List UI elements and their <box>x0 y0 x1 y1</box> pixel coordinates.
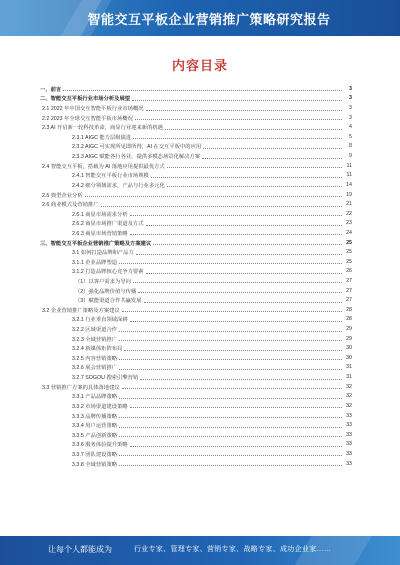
toc-entry-title: 3.3.2 市场渠道建设策略 <box>72 403 128 410</box>
toc-entry-title: 2.3 AI 开启新一轮科技革命，商显行业迎来新的机遇 <box>42 125 163 132</box>
toc-entry-title: 2.4.1 智能交互平板行业市场规模 <box>72 173 149 180</box>
toc-dot-leader <box>167 167 342 168</box>
toc-page-number: 25 <box>346 258 352 265</box>
toc-entry[interactable] <box>40 401 352 411</box>
toc-page-number: 33 <box>346 431 352 438</box>
toc-entry-title: 3.1.1 企业品牌塑造 <box>72 259 118 266</box>
toc-dot-leader <box>85 196 342 197</box>
toc-entry-title: 3.2.4 新媒体矩阵布局 <box>72 346 123 353</box>
toc-dot-leader <box>130 234 342 235</box>
toc-page-number: 5 <box>349 133 352 140</box>
toc-dot-leader <box>122 311 342 312</box>
toc-page-number: 31 <box>346 374 352 381</box>
toc-entry[interactable] <box>40 247 352 257</box>
toc-entry[interactable] <box>40 238 352 248</box>
toc-entry[interactable] <box>40 103 352 113</box>
toc-page-number: 33 <box>346 450 352 457</box>
toc-entry-title: 2.6.1 商显市场需求分析 <box>72 211 128 218</box>
toc-dot-leader <box>119 263 342 264</box>
toc-entry[interactable] <box>40 334 352 344</box>
toc-page-number: 25 <box>346 249 352 256</box>
toc-dot-leader <box>63 90 342 91</box>
toc-entry[interactable] <box>40 113 352 123</box>
toc-dot-leader <box>130 215 342 216</box>
toc-page-number: 23 <box>346 220 352 227</box>
toc-dot-leader <box>119 427 342 428</box>
toc-entry[interactable] <box>40 315 352 325</box>
toc-entry[interactable] <box>40 459 352 469</box>
toc-dot-leader <box>167 186 342 187</box>
toc-dot-leader <box>133 282 342 283</box>
toc-entry[interactable] <box>40 449 352 459</box>
toc-page-number: 11 <box>346 172 352 179</box>
footer-slogan: 让每个人都能成为 <box>48 545 112 554</box>
toc-dot-leader <box>138 292 342 293</box>
toc-page-number: 3 <box>349 85 352 92</box>
toc-dot-leader <box>119 455 342 456</box>
toc-dot-leader <box>119 398 342 399</box>
toc-entry[interactable] <box>40 228 352 238</box>
toc-entry-title: 三、智能交互平板企业营销推广策略及方案建议 <box>40 240 152 247</box>
toc-page-number: 30 <box>346 354 352 361</box>
toc-dot-leader <box>119 465 342 466</box>
toc-entry[interactable] <box>40 440 352 450</box>
toc-page-number: 32 <box>346 383 352 390</box>
toc-page-number: 32 <box>346 393 352 400</box>
toc-page-number: 29 <box>346 335 352 342</box>
toc-entry-title: （2）强化品牌价值与传播 <box>75 288 137 295</box>
footer-banner <box>0 536 400 565</box>
toc-entry-title: 2.3.1 AIGC 能力层级演进 <box>72 134 132 141</box>
toc-entry-title: 3.3.1 产品品牌策略 <box>72 394 118 401</box>
toc-entry[interactable] <box>40 392 352 402</box>
toc-entry-title: 3.3.7 团队建设策略 <box>72 451 118 458</box>
toc-page-number: 21 <box>346 201 352 208</box>
toc-dot-leader <box>130 321 342 322</box>
toc-dot-leader <box>144 302 342 303</box>
toc-entry[interactable] <box>40 267 352 277</box>
toc-dot-leader <box>135 119 342 120</box>
toc-entry[interactable] <box>40 151 352 161</box>
toc-dot-leader <box>124 350 342 351</box>
toc-dot-leader <box>119 340 342 341</box>
toc-page-number: 26 <box>346 268 352 275</box>
report-header-banner <box>0 0 400 36</box>
toc-entry[interactable] <box>40 142 352 152</box>
toc-dot-leader <box>151 177 342 178</box>
toc-entry[interactable] <box>40 170 352 180</box>
toc-dot-leader <box>119 359 342 360</box>
toc-entry[interactable] <box>40 295 352 305</box>
table-of-contents <box>40 84 352 468</box>
toc-entry-title: 3.1 如何打造品牌和产品力 <box>72 250 134 257</box>
toc-dot-leader <box>132 100 342 101</box>
toc-page-number: 24 <box>346 229 352 236</box>
toc-entry-title: 3.3.8 全域营销策略 <box>72 461 118 468</box>
toc-entry-title: 3.2.5 内容营销策略 <box>72 355 118 362</box>
toc-dot-leader <box>130 446 342 447</box>
toc-entry[interactable] <box>40 276 352 286</box>
toc-page-number: 8 <box>349 143 352 150</box>
toc-page-number: 11 <box>346 162 352 169</box>
toc-entry[interactable] <box>40 372 352 382</box>
toc-entry[interactable] <box>40 190 352 200</box>
toc-entry-title: 2.6.3 商显市场营销策略 <box>72 230 128 237</box>
toc-entry[interactable] <box>40 219 352 229</box>
toc-dot-leader <box>153 244 342 245</box>
toc-entry[interactable] <box>40 94 352 104</box>
toc-page-number: 33 <box>346 412 352 419</box>
toc-dot-leader <box>119 369 342 370</box>
toc-entry[interactable] <box>40 353 352 363</box>
toc-entry-title: 2.2 2023 年全球交互智能平板市场概况 <box>42 115 133 122</box>
toc-entry-title: 2.6.2 商显市场推广渠道及方式 <box>72 221 144 228</box>
toc-entry-title: 3.3.5 产品创新策略 <box>72 432 118 439</box>
toc-entry[interactable] <box>40 305 352 315</box>
toc-entry[interactable] <box>40 324 352 334</box>
toc-dot-leader <box>203 148 342 149</box>
toc-entry-title: 2.4.2 细分领域需求，产品与行业多元化 <box>72 182 165 189</box>
toc-page-number: 28 <box>346 316 352 323</box>
toc-entry-title: （3）赋能渠道合作共赢发展 <box>75 298 142 305</box>
toc-entry[interactable] <box>40 286 352 296</box>
toc-entry-title: 3.3.3 品牌传播策略 <box>72 413 118 420</box>
toc-page-number: 27 <box>346 297 352 304</box>
toc-heading: 内容目录 <box>171 58 228 73</box>
toc-entry-title: 2.3.2 AIGC 可实现所见即所得，AI 在交互平板中的应用 <box>72 144 202 151</box>
toc-entry[interactable] <box>40 84 352 94</box>
toc-entry-title: 3.3.6 服务体验提升策略 <box>72 442 128 449</box>
footer-slogan-roles: 行业专家、管理专家、营销专家、战略专家、成功企业家…… <box>134 546 332 553</box>
toc-entry-title: 3.2.7 SOGOU 搜索引擎营销 <box>72 375 139 382</box>
toc-entry[interactable] <box>40 209 352 219</box>
toc-entry[interactable] <box>40 382 352 392</box>
toc-dot-leader <box>146 110 342 111</box>
toc-entry-title: 2.4 智能交互平板，搭载为 AI 落地应用提供最优方式 <box>42 163 165 170</box>
toc-dot-leader <box>165 129 342 130</box>
toc-entry-title: 一、前言 <box>40 86 62 93</box>
toc-entry-title: 2.5 典型企业分析 <box>42 192 83 199</box>
toc-entry-title: 二、智能交互平板行业市场分析及展望 <box>40 96 131 103</box>
toc-entry[interactable] <box>40 420 352 430</box>
toc-page-number: 3 <box>349 95 352 102</box>
toc-entry-title: 3.2.6 展会营销推广 <box>72 365 118 372</box>
toc-entry-title: 3.3.4 用户运营策略 <box>72 423 118 430</box>
toc-entry-title: 2.6 商业模式及营销推广 <box>42 202 99 209</box>
toc-dot-leader <box>130 407 342 408</box>
toc-entry-title: 3.3 营销推广方案的具体落地建议 <box>42 384 120 391</box>
toc-dot-leader <box>140 379 342 380</box>
toc-dot-leader <box>146 273 342 274</box>
toc-entry[interactable] <box>40 122 352 132</box>
toc-page-number: 19 <box>346 191 352 198</box>
toc-page-number: 27 <box>346 277 352 284</box>
toc-entry-title: 3.2.1 行业垂直领域深耕 <box>72 317 128 324</box>
toc-page-number: 25 <box>346 239 352 246</box>
toc-entry-title: （1）以客户需求为导向 <box>75 278 131 285</box>
toc-dot-leader <box>101 206 342 207</box>
toc-entry[interactable] <box>40 132 352 142</box>
toc-dot-leader <box>136 254 342 255</box>
toc-page-number: 32 <box>346 402 352 409</box>
toc-page-number: 9 <box>349 153 352 160</box>
toc-page-number: 14 <box>346 181 352 188</box>
report-title: 智能交互平板企业营销推广策略研究报告 <box>87 12 331 27</box>
toc-entry[interactable] <box>40 257 352 267</box>
toc-page-number: 29 <box>346 326 352 333</box>
toc-entry[interactable] <box>40 343 352 353</box>
toc-page-number: 33 <box>346 441 352 448</box>
toc-dot-leader <box>202 158 342 159</box>
toc-page-number: 4 <box>349 124 352 131</box>
toc-entry[interactable] <box>40 199 352 209</box>
toc-entry-title: 3.2 企业营销推广策略及方案建议 <box>42 307 120 314</box>
toc-page-number: 28 <box>346 306 352 313</box>
toc-entry[interactable] <box>40 161 352 171</box>
toc-page-number: 3 <box>349 114 352 121</box>
toc-entry[interactable] <box>40 430 352 440</box>
toc-entry-title: 2.3.3 AIGC 赋能各行各业，提供多模态场景化解决方案 <box>72 154 201 161</box>
toc-entry[interactable] <box>40 180 352 190</box>
toc-entry[interactable] <box>40 363 352 373</box>
toc-entry-title: 3.2.3 全域营销推广 <box>72 336 118 343</box>
toc-dot-leader <box>119 417 342 418</box>
toc-dot-leader <box>119 436 342 437</box>
toc-entry-title: 3.1.2 打造品牌核心竞争力要素 <box>72 269 144 276</box>
toc-page-number: 3 <box>349 105 352 112</box>
toc-dot-leader <box>119 331 342 332</box>
toc-page-number: 27 <box>346 287 352 294</box>
toc-page-number: 30 <box>346 345 352 352</box>
toc-entry-title: 3.2.2 区域渠道合作 <box>72 327 118 334</box>
toc-dot-leader <box>133 138 342 139</box>
toc-dot-leader <box>122 388 342 389</box>
toc-page-number: 33 <box>346 460 352 467</box>
toc-page-number: 31 <box>346 364 352 371</box>
toc-page-number: 33 <box>346 422 352 429</box>
toc-page-number: 22 <box>346 210 352 217</box>
toc-entry[interactable] <box>40 411 352 421</box>
toc-dot-leader <box>146 225 342 226</box>
toc-entry-title: 2.1 2022 年中国交互智能平板行业市场概况 <box>42 106 144 113</box>
